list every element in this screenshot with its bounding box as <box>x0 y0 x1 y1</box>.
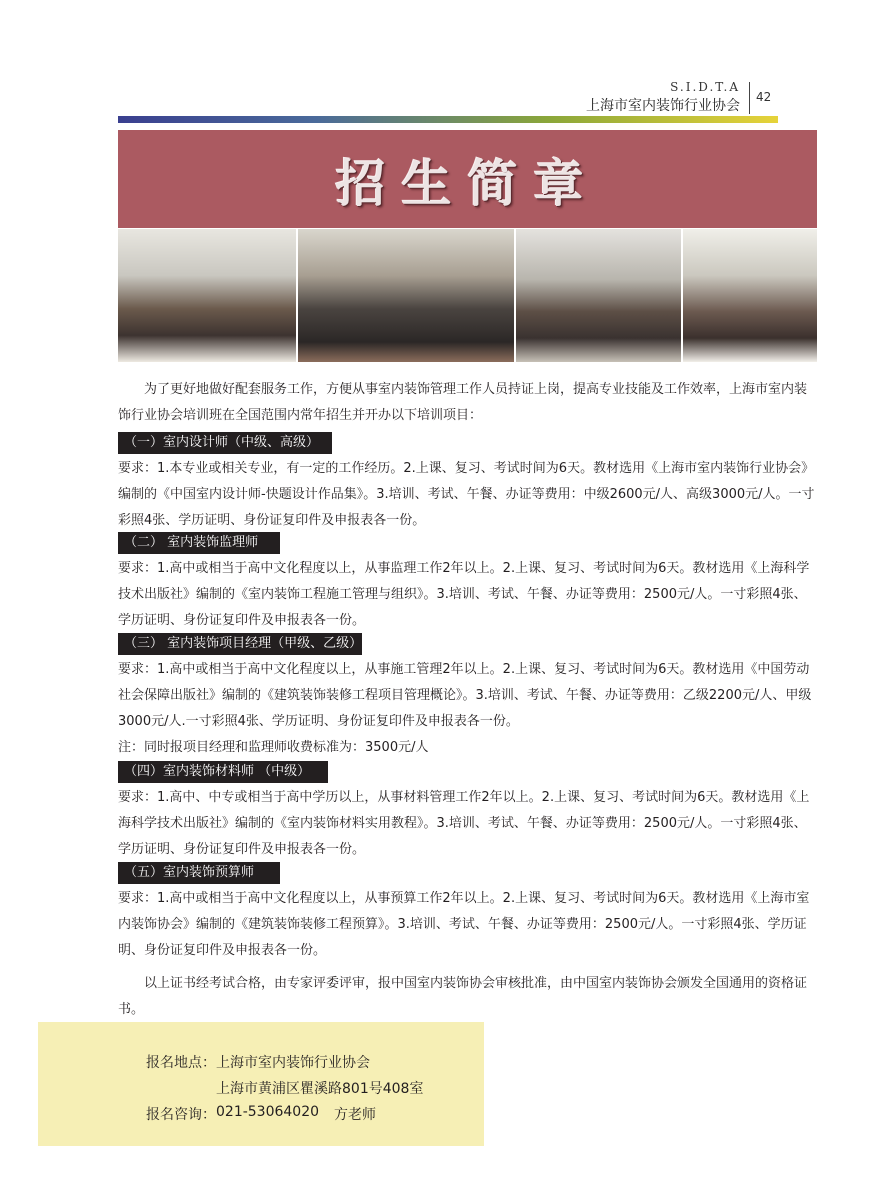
inquiry-label: 报名咨询： <box>146 1107 216 1123</box>
intro-paragraph: 为了更好地做好配套服务工作，方便从事室内装饰管理工作人员持证上岗，提高专业技能及工作效率，上海市室内装饰行业协会培训班在全国范围内常年招生并开办以下培训项目： <box>118 382 808 423</box>
photo-classroom-3 <box>516 229 681 362</box>
section-3-note: 注：同时报项目经理和监理师收费标准为：3500元/人 <box>118 740 429 755</box>
banner <box>118 130 817 228</box>
section-5-body: 要求：1.高中或相当于高中文化程度以上，从事预算工作2年以上。2.上课、复习、考试时间为6天。教材选用《上海市室内装饰协会》编制的《建筑装饰装修工程预算》。3.培训、考试、午餐、办证等费用：2500元/人。一寸彩照4张、学历证明、身份证复印件及申报表各一份。 <box>118 891 810 958</box>
header-org-cn: 上海市室内装饰行业协会 <box>586 98 740 114</box>
section-2-body: 要求：1.高中或相当于高中文化程度以上，从事监理工作2年以上。2.上课、复习、考试时间为6天。教材选用《上海科学技术出版社》编制的《室内装饰工程施工管理与组织》。3.培训、考试、午餐、办证等费用：2500元/人。一寸彩照4张、学历证明、身份证复印件及申报表各一份。 <box>118 561 810 628</box>
contact-person: 方老师 <box>334 1107 376 1123</box>
photo-classroom-2 <box>298 229 514 362</box>
address: 上海市黄浦区瞿溪路801号408室 <box>216 1081 424 1097</box>
section-1-body: 要求：1.本专业或相关专业，有一定的工作经历。2.上课、复习、考试时间为6天。教材选用《上海市室内装饰行业协会》编制的《中国室内设计师-快题设计作品集》。3.培训、考试、午餐、办证等费用：中级2600元/人、高级3000元/人。一寸彩照4张、学历证明、身份证复印件及申报表各一份。 <box>118 461 815 528</box>
section-5-title: （五）室内装饰预算师 <box>118 862 280 884</box>
section-4-title: （四）室内装饰材料师 （中级） <box>118 761 328 783</box>
gradient-bar <box>118 116 778 123</box>
page-number: 42 <box>756 90 772 104</box>
section-4-body: 要求：1.高中、中专或相当于高中学历以上，从事材料管理工作2年以上。2.上课、复习、考试时间为6天。教材选用《上海科学技术出版社》编制的《室内装饰材料实用教程》。3.培训、考试、午餐、办证等费用：2500元/人。一寸彩照4张、学历证明、身份证复印件及申报表各一份。 <box>118 790 810 857</box>
section-1-title: （一）室内设计师（中级、高级） <box>118 432 332 454</box>
section-2-title: （二） 室内装饰监理师 <box>118 532 280 554</box>
banner-title: 招生简章 <box>335 154 600 213</box>
contact-box <box>38 1022 484 1146</box>
location-label: 报名地点： <box>146 1055 216 1071</box>
photo-classroom-4 <box>683 229 817 362</box>
phone-number: 021-53064020 <box>216 1104 320 1120</box>
section-3-body: 要求：1.高中或相当于高中文化程度以上，从事施工管理2年以上。2.上课、复习、考试时间为6天。教材选用《中国劳动社会保障出版社》编制的《建筑装饰装修工程项目管理概论》。3.培训、考试、午餐、办证等费用：乙级2200元/人、甲级3000元/人.一寸彩照4张、学历证明、身份证复印件及申报表各一份。 <box>118 662 812 729</box>
photo-classroom-1 <box>118 229 296 362</box>
header-org-en: S.I.D.T.A <box>670 80 740 94</box>
header-divider <box>749 82 750 114</box>
location-name: 上海市室内装饰行业协会 <box>216 1055 370 1071</box>
closing-paragraph: 以上证书经考试合格，由专家评委评审，报中国室内装饰协会审核批准，由中国室内装饰协会颁发全国通用的资格证书。 <box>118 976 808 1017</box>
section-3-title: （三） 室内装饰项目经理（甲级、乙级） <box>118 633 362 655</box>
